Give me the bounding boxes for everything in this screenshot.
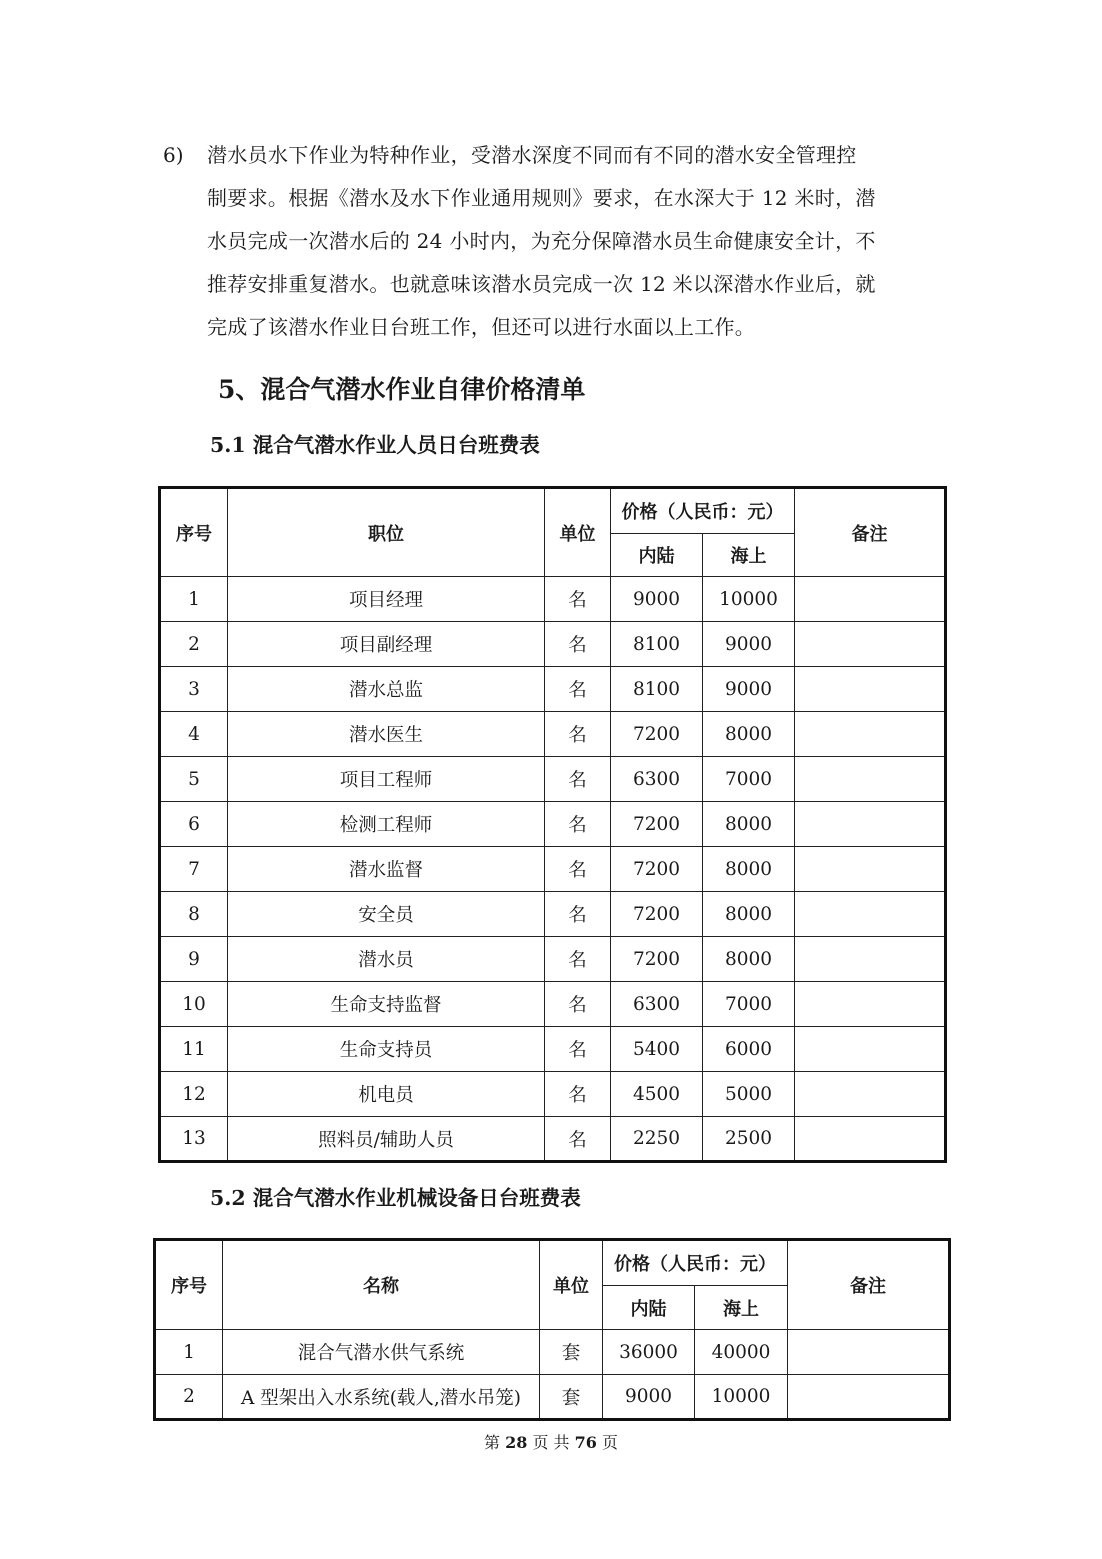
cell-inland: 9000 [603, 1375, 695, 1420]
cell-inland: 8100 [611, 667, 703, 712]
cell-offshore: 9000 [703, 622, 795, 667]
cell-seq: 5 [160, 757, 228, 802]
cell-unit: 名 [545, 982, 611, 1027]
cell-offshore: 5000 [703, 1072, 795, 1117]
header-inland: 内陆 [603, 1286, 695, 1330]
table-row [155, 1375, 950, 1420]
cell-seq: 9 [160, 937, 228, 982]
paragraph-line: 制要求。根据《潜水及水下作业通用规则》要求，在水深大于 12 米时，潜 [207, 186, 876, 210]
table-row [160, 982, 946, 1027]
cell-seq: 8 [160, 892, 228, 937]
cell-offshore: 2500 [703, 1117, 795, 1162]
table-row [160, 757, 946, 802]
header-name: 名称 [223, 1240, 540, 1330]
paragraph-line: 推荐安排重复潜水。也就意味该潜水员完成一次 12 米以深潜水作业后，就 [207, 272, 876, 296]
header-inland: 内陆 [611, 534, 703, 577]
equipment-fee-table [153, 1238, 951, 1421]
header-offshore: 海上 [703, 534, 795, 577]
cell-remark [795, 982, 946, 1027]
cell-inland: 4500 [611, 1072, 703, 1117]
cell-inland: 36000 [603, 1330, 695, 1375]
cell-offshore: 8000 [703, 892, 795, 937]
cell-remark [795, 802, 946, 847]
cell-seq: 13 [160, 1117, 228, 1162]
cell-seq: 3 [160, 667, 228, 712]
cell-unit: 名 [545, 1072, 611, 1117]
cell-name: 项目经理 [228, 577, 545, 622]
cell-name: 安全员 [228, 892, 545, 937]
cell-name: 潜水员 [228, 937, 545, 982]
cell-offshore: 8000 [703, 802, 795, 847]
table-row [160, 937, 946, 982]
header-remark: 备注 [788, 1240, 950, 1330]
cell-inland: 7200 [611, 712, 703, 757]
cell-remark [788, 1330, 950, 1375]
cell-remark [795, 712, 946, 757]
cell-unit: 名 [545, 937, 611, 982]
cell-name: A 型架出入水系统(载人,潜水吊笼) [223, 1375, 540, 1420]
personnel-rows [160, 577, 946, 1162]
cell-name: 项目副经理 [228, 622, 545, 667]
cell-inland: 7200 [611, 937, 703, 982]
cell-name: 生命支持监督 [228, 982, 545, 1027]
table-row [160, 622, 946, 667]
current-page-number: 28 [505, 1433, 528, 1452]
cell-unit: 名 [545, 1027, 611, 1072]
cell-name: 检测工程师 [228, 802, 545, 847]
cell-name: 潜水监督 [228, 847, 545, 892]
footer-prefix: 第 [483, 1433, 500, 1452]
cell-inland: 7200 [611, 847, 703, 892]
cell-seq: 2 [160, 622, 228, 667]
cell-offshore: 6000 [703, 1027, 795, 1072]
table-row [160, 802, 946, 847]
table1-title: 5.1 混合气潜水作业人员日台班费表 [210, 433, 540, 457]
cell-seq: 7 [160, 847, 228, 892]
cell-unit: 名 [545, 622, 611, 667]
cell-offshore: 8000 [703, 712, 795, 757]
cell-name: 潜水总监 [228, 667, 545, 712]
personnel-fee-table [158, 486, 947, 1163]
cell-unit: 名 [545, 1117, 611, 1162]
cell-inland: 6300 [611, 982, 703, 1027]
cell-remark [788, 1375, 950, 1420]
table2-title: 5.2 混合气潜水作业机械设备日台班费表 [210, 1186, 581, 1210]
cell-inland: 7200 [611, 892, 703, 937]
cell-offshore: 9000 [703, 667, 795, 712]
section-title: 5、混合气潜水作业自律价格清单 [218, 375, 586, 404]
cell-name: 照料员/辅助人员 [228, 1117, 545, 1162]
equipment-rows [155, 1330, 950, 1420]
cell-name: 机电员 [228, 1072, 545, 1117]
header-price: 价格（人民币：元） [603, 1240, 788, 1286]
table-row [160, 712, 946, 757]
cell-seq: 12 [160, 1072, 228, 1117]
cell-unit: 名 [545, 892, 611, 937]
cell-seq: 2 [155, 1375, 223, 1420]
cell-name: 潜水医生 [228, 712, 545, 757]
header-remark: 备注 [795, 488, 946, 577]
cell-offshore: 40000 [695, 1330, 788, 1375]
cell-remark [795, 1027, 946, 1072]
page-footer [0, 1431, 1102, 1455]
table-row [160, 1072, 946, 1117]
footer-middle: 页 共 [532, 1433, 570, 1452]
cell-seq: 10 [160, 982, 228, 1027]
cell-remark [795, 667, 946, 712]
table-row [160, 892, 946, 937]
cell-inland: 9000 [611, 577, 703, 622]
cell-remark [795, 892, 946, 937]
cell-offshore: 10000 [703, 577, 795, 622]
header-price: 价格（人民币：元） [611, 488, 795, 534]
cell-offshore: 10000 [695, 1375, 788, 1420]
cell-inland: 8100 [611, 622, 703, 667]
cell-inland: 5400 [611, 1027, 703, 1072]
cell-unit: 名 [545, 802, 611, 847]
table-row [155, 1330, 950, 1375]
cell-inland: 2250 [611, 1117, 703, 1162]
paragraph-number: 6) [163, 143, 184, 167]
cell-seq: 6 [160, 802, 228, 847]
cell-inland: 6300 [611, 757, 703, 802]
table-row [160, 1027, 946, 1072]
cell-offshore: 8000 [703, 937, 795, 982]
cell-seq: 1 [155, 1330, 223, 1375]
paragraph-line: 水员完成一次潜水后的 24 小时内，为充分保障潜水员生命健康安全计，不 [207, 229, 876, 253]
header-unit: 单位 [545, 488, 611, 577]
paragraph-line: 完成了该潜水作业日台班工作，但还可以进行水面以上工作。 [207, 315, 756, 339]
header-seq: 序号 [160, 488, 228, 577]
cell-seq: 11 [160, 1027, 228, 1072]
cell-remark [795, 1117, 946, 1162]
paragraph-line: 潜水员水下作业为特种作业，受潜水深度不同而有不同的潜水安全管理控 [207, 143, 857, 167]
cell-unit: 名 [545, 667, 611, 712]
table-row [160, 577, 946, 622]
cell-unit: 套 [540, 1375, 603, 1420]
cell-remark [795, 1072, 946, 1117]
cell-remark [795, 757, 946, 802]
cell-offshore: 7000 [703, 982, 795, 1027]
cell-remark [795, 847, 946, 892]
cell-unit: 套 [540, 1330, 603, 1375]
table-row [160, 1117, 946, 1162]
total-page-number: 76 [574, 1433, 597, 1452]
header-seq: 序号 [155, 1240, 223, 1330]
cell-offshore: 8000 [703, 847, 795, 892]
cell-name: 混合气潜水供气系统 [223, 1330, 540, 1375]
table-row [160, 667, 946, 712]
cell-offshore: 7000 [703, 757, 795, 802]
cell-unit: 名 [545, 577, 611, 622]
cell-remark [795, 622, 946, 667]
table-row [160, 847, 946, 892]
cell-name: 生命支持员 [228, 1027, 545, 1072]
header-unit: 单位 [540, 1240, 603, 1330]
cell-unit: 名 [545, 757, 611, 802]
cell-remark [795, 937, 946, 982]
header-position: 职位 [228, 488, 545, 577]
cell-seq: 4 [160, 712, 228, 757]
cell-name: 项目工程师 [228, 757, 545, 802]
cell-remark [795, 577, 946, 622]
cell-inland: 7200 [611, 802, 703, 847]
cell-unit: 名 [545, 712, 611, 757]
cell-unit: 名 [545, 847, 611, 892]
header-offshore: 海上 [695, 1286, 788, 1330]
footer-suffix: 页 [602, 1433, 619, 1452]
cell-seq: 1 [160, 577, 228, 622]
